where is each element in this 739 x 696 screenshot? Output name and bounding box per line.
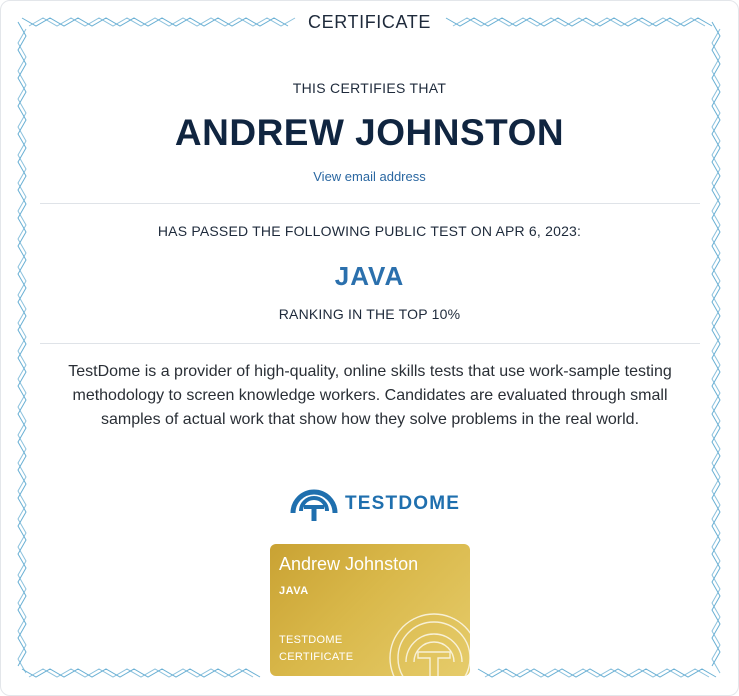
certificate-badge[interactable] (270, 544, 470, 676)
view-email-link[interactable]: View email address (313, 169, 426, 184)
testdome-logo[interactable] (289, 487, 460, 521)
testdome-logo-text: TESTDOME (345, 493, 461, 514)
badge-name: Andrew Johnston (279, 554, 419, 574)
border-line (22, 669, 260, 677)
certifies-text: THIS CERTIFIES THAT (292, 80, 447, 96)
divider (40, 343, 700, 344)
description-text: TestDome is a provider of high-quality, online skills tests that use work-sample testing methodology to screen knowledge workers. Candidates are evaluated through small samples of actual work that show how they solve problems in the real world. (68, 363, 672, 428)
badge-watermark-icon (388, 600, 470, 676)
divider (40, 203, 700, 204)
recipient-name: ANDREW JOHNSTON (174, 112, 565, 153)
ranking-text: RANKING IN THE TOP 10% (278, 306, 461, 322)
badge-test: JAVA (279, 585, 309, 597)
certificate-title: CERTIFICATE (296, 12, 443, 33)
passed-text: HAS PASSED THE FOLLOWING PUBLIC TEST ON APR 6, 2023: (157, 223, 582, 239)
badge-label: TESTDOME CERTIFICATE (279, 634, 354, 663)
border-line (478, 669, 716, 677)
certificate-header (0, 12, 739, 33)
testdome-logo-icon (289, 487, 339, 521)
test-name: JAVA (334, 261, 405, 291)
